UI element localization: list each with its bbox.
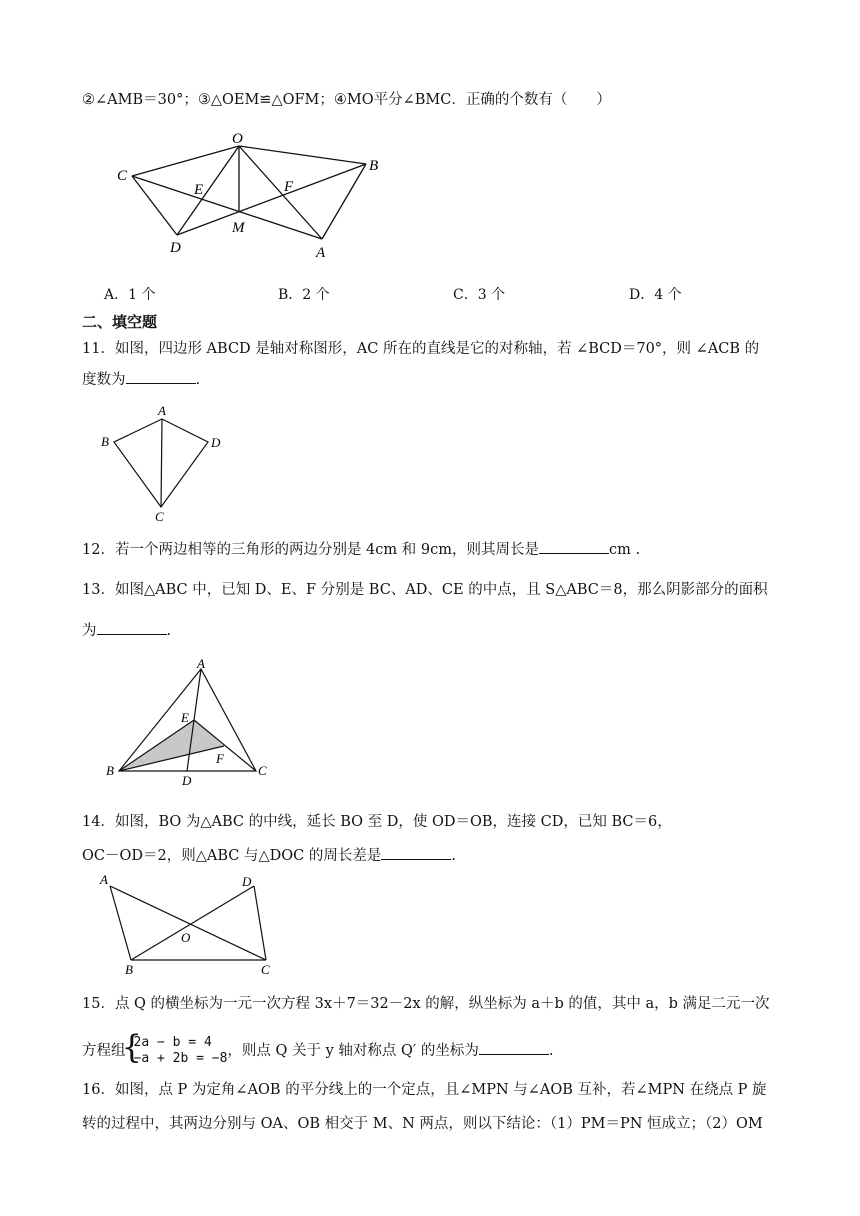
q14-line-2-end: .: [451, 848, 456, 864]
q13-label-d: D: [182, 773, 192, 788]
q15-line-2-text: 方程组: [82, 1043, 126, 1059]
q10-option-a: A．1 个: [104, 287, 156, 303]
q10-label-o: O: [232, 131, 243, 147]
q14-answer-blank[interactable]: [381, 845, 451, 860]
q15-answer-blank[interactable]: [479, 1040, 549, 1055]
q13-label-a: A: [197, 656, 205, 671]
q15-line-1: 15．点 Q 的横坐标为一元一次方程 3x＋7＝32－2x 的解，纵坐标为 a＋b 的值，其中 a，b 满足二元一次: [82, 996, 770, 1012]
q13-label-b: B: [106, 763, 114, 778]
q10-option-d: D．4 个: [629, 287, 682, 303]
q15-equation-1: { 2a − b = 4: [133, 1035, 212, 1050]
q10-label-m: M: [232, 220, 245, 236]
q10-statement-line: ②∠AMB＝30°；③△OEM≌△OFM；④MO平分∠BMC．正确的个数有（ ）: [82, 92, 611, 108]
q14-line-2-text: OC－OD＝2，则△ABC 与△DOC 的周长差是: [82, 848, 382, 864]
q13-label-c: C: [258, 763, 267, 778]
section-heading-fill-blank: 二、填空题: [82, 313, 158, 331]
q12-line: [82, 539, 640, 560]
q12-unit: cm .: [608, 542, 641, 558]
q13-line-2-end: .: [166, 623, 172, 639]
q10-label-a: A: [316, 245, 326, 261]
q16-line-2: 转的过程中，其两边分别与 OA、OB 相交于 M、N 两点，则以下结论：（1）PM＝PN 恒成立；（2）OM: [82, 1116, 763, 1132]
q14-line-1: 14．如图，BO 为△ABC 的中线，延长 BO 至 D，使 OD＝OB，连接 CD，已知 BC＝6，: [82, 814, 672, 830]
q13-label-e: E: [181, 710, 189, 725]
q15-line-2-mid: ，则点 Q 关于 y 轴对称点 Q′ 的坐标为: [227, 1043, 479, 1059]
q11-label-c: C: [155, 509, 164, 524]
q15-line-2-end: .: [548, 1043, 554, 1059]
q11-line-1: 11．如图，四边形 ABCD 是轴对称图形，AC 所在的直线是它的对称轴，若 ∠BCD＝70°，则 ∠ACB 的: [82, 341, 760, 357]
q15-line-2: [82, 1033, 553, 1069]
q12-answer-blank[interactable]: [539, 539, 609, 554]
q15-equation-2: −a + 2b = −8: [133, 1051, 228, 1066]
q10-figure: [108, 128, 398, 268]
q13-line-2: [82, 620, 171, 641]
q13-line-2-text: 为: [82, 623, 97, 639]
q14-line-2: [82, 845, 456, 866]
q11-line-2-text: 度数为: [82, 372, 126, 388]
q11-line-2-end: .: [195, 372, 201, 388]
q10-label-e: E: [194, 182, 204, 198]
q14-label-d: D: [242, 874, 252, 889]
q13-line-1: 13．如图△ABC 中，已知 D、E、F 分别是 BC、AD、CE 的中点，且 S△ABC＝8，那么阴影部分的面积: [82, 582, 768, 598]
q14-label-o: O: [181, 930, 191, 945]
q11-label-a: A: [158, 403, 166, 418]
q14-label-a: A: [100, 872, 108, 887]
q10-label-c: C: [117, 168, 128, 184]
q10-option-b: B．2 个: [278, 287, 330, 303]
q11-figure: [98, 402, 238, 524]
q13-figure: [102, 654, 274, 788]
q14-figure: [96, 870, 286, 980]
q10-label-d: D: [170, 240, 181, 256]
q11-label-d: D: [211, 435, 221, 450]
q13-answer-blank[interactable]: [97, 620, 167, 635]
q15-equation-system: [126, 1035, 228, 1067]
q11-line-2: [82, 369, 200, 390]
q10-option-c: C．3 个: [453, 287, 506, 303]
q10-label-f: F: [284, 179, 294, 195]
q10-label-b: B: [369, 158, 379, 174]
q11-answer-blank[interactable]: [126, 369, 196, 384]
q14-label-c: C: [261, 962, 270, 977]
q12-text: 12．若一个两边相等的三角形的两边分别是 4cm 和 9cm，则其周长是: [82, 542, 539, 558]
q13-label-f: F: [216, 751, 224, 766]
q16-line-1: 16．如图，点 P 为定角∠AOB 的平分线上的一个定点，且∠MPN 与∠AOB 互补，若∠MPN 在绕点 P 旋: [82, 1082, 767, 1098]
q14-label-b: B: [125, 962, 133, 977]
q11-label-b: B: [101, 434, 109, 449]
